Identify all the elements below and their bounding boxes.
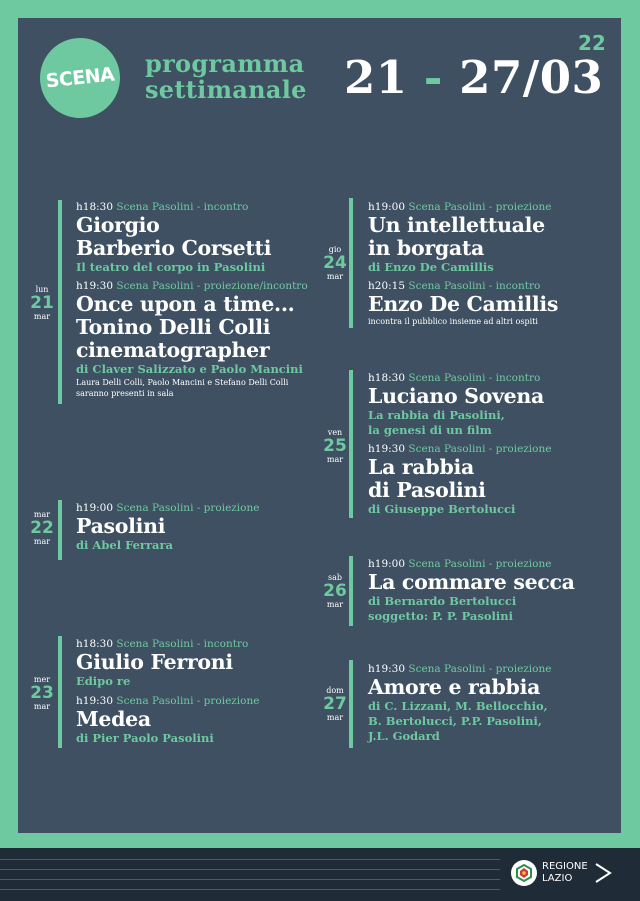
event-time: h19:30 Scena Pasolini - proiezione: [368, 443, 552, 455]
date-separator: -: [423, 51, 443, 104]
event-subtitle: di C. Lizzani, M. Bellocchio,: [368, 699, 548, 713]
event-title: Enzo De Camillis: [368, 292, 559, 316]
year-label: 22: [578, 31, 606, 55]
event-subtitle: soggetto: P. P. Pasolini: [368, 609, 513, 623]
footer-stripe: [0, 889, 500, 890]
event-title: Once upon a time...: [76, 292, 295, 316]
event-title: Medea: [76, 707, 151, 731]
regione-lazio-emblem-icon: [511, 860, 537, 886]
event-medea: [76, 695, 259, 746]
event-note: saranno presenti in sala: [76, 389, 174, 398]
event-subtitle: di Bernardo Bertolucci: [368, 594, 517, 608]
day-divider-bar: [58, 200, 62, 404]
regione-lazio-logo: [511, 860, 588, 886]
month: mar: [33, 537, 51, 546]
event-time: h19:30 Scena Pasolini - proiezione/incontro: [76, 280, 308, 292]
event-barberio-corsetti: [76, 201, 271, 275]
event-time: h19:30 Scena Pasolini - proiezione: [76, 695, 260, 707]
month: mar: [326, 272, 344, 281]
weekday: ven: [327, 428, 343, 437]
month: mar: [326, 713, 344, 722]
day-divider-bar: [58, 636, 62, 748]
event-subtitle: Edipo re: [76, 674, 131, 688]
event-time: h18:30 Scena Pasolini - incontro: [76, 638, 249, 650]
event-time: h18:30 Scena Pasolini - incontro: [76, 201, 249, 213]
event-time: h19:00 Scena Pasolini - proiezione: [368, 558, 552, 570]
month: mar: [326, 455, 344, 464]
event-note: Laura Delli Colli, Paolo Mancini e Stefano Delli Colli: [76, 378, 289, 387]
weekday: sab: [328, 573, 342, 582]
event-note: incontra il pubblico insieme ad altri ospiti: [368, 317, 538, 326]
day-divider-bar: [349, 556, 353, 626]
day-divider-bar: [349, 370, 353, 518]
event-title: La rabbia: [368, 455, 474, 479]
logo-text: SCENA: [44, 63, 116, 93]
event-amore-e-rabbia: [368, 663, 551, 744]
event-la-commare-secca: [368, 558, 575, 624]
day-number: 27: [323, 694, 347, 714]
date-start: 21: [344, 51, 408, 104]
event-time: h18:30 Scena Pasolini - incontro: [368, 372, 541, 384]
day-divider-bar: [349, 198, 353, 328]
event-title: Barberio Corsetti: [76, 236, 272, 260]
event-subtitle: di Enzo De Camillis: [368, 260, 494, 274]
event-once-upon-a-time: [76, 280, 308, 399]
day-divider-bar: [58, 500, 62, 560]
weekday: lun: [35, 285, 49, 294]
region-name-line1: REGIONE: [542, 861, 588, 872]
region-name-line2: LAZIO: [542, 873, 573, 884]
chevron-right-icon: [592, 862, 614, 884]
event-subtitle: di Pier Paolo Pasolini: [76, 731, 214, 745]
event-title: cinematographer: [76, 338, 270, 362]
event-subtitle: la genesi di un film: [368, 423, 492, 437]
day-number: 22: [30, 518, 54, 538]
footer-stripe: [0, 879, 500, 880]
event-title: Giorgio: [76, 213, 160, 237]
event-title: Tonino Delli Colli: [76, 315, 271, 339]
event-pasolini: [76, 502, 259, 553]
day-number: 25: [323, 436, 347, 456]
day-divider-bar: [349, 660, 353, 748]
event-giulio-ferroni: [76, 638, 248, 689]
event-time: h20:15 Scena Pasolini - incontro: [368, 280, 541, 292]
weekday: gio: [328, 245, 342, 254]
event-title: Un intellettuale: [368, 213, 545, 237]
month: mar: [33, 702, 51, 711]
footer-stripe: [0, 869, 500, 870]
event-subtitle: di Claver Salizzato e Paolo Mancini: [76, 362, 303, 376]
event-title: Luciano Sovena: [368, 384, 545, 408]
month: mar: [326, 600, 344, 609]
day-number: 26: [323, 581, 347, 601]
weekday: mer: [33, 675, 51, 684]
program-label-line1: programma: [145, 49, 305, 78]
event-title: in borgata: [368, 236, 485, 260]
day-number: 23: [30, 683, 54, 703]
month: mar: [33, 312, 51, 321]
event-title: Pasolini: [76, 514, 166, 538]
weekday: mar: [33, 510, 51, 519]
footer-stripe: [0, 859, 500, 860]
event-subtitle: di Abel Ferrara: [76, 538, 173, 552]
event-un-intellettuale: [368, 201, 551, 275]
weekday: dom: [326, 686, 344, 695]
event-luciano-sovena: [368, 372, 544, 438]
event-title: di Pasolini: [368, 478, 486, 502]
event-title: Giulio Ferroni: [76, 650, 233, 674]
program-label-line2: settimanale: [145, 75, 307, 104]
event-subtitle: La rabbia di Pasolini,: [368, 408, 505, 422]
event-time: h19:00 Scena Pasolini - proiezione: [368, 201, 552, 213]
date-range: [344, 52, 603, 104]
event-title: Amore e rabbia: [368, 675, 541, 699]
event-subtitle: di Giuseppe Bertolucci: [368, 502, 516, 516]
event-subtitle: B. Bertolucci, P.P. Pasolini,: [368, 714, 542, 728]
date-end: 27/03: [459, 51, 604, 104]
event-subtitle: J.L. Godard: [368, 729, 440, 743]
day-number: 21: [30, 293, 54, 313]
event-time: h19:00 Scena Pasolini - proiezione: [76, 502, 260, 514]
event-title: La commare secca: [368, 570, 575, 594]
event-enzo-de-camillis: [368, 280, 558, 327]
event-la-rabbia: [368, 443, 551, 517]
event-time: h19:30 Scena Pasolini - proiezione: [368, 663, 552, 675]
event-subtitle: Il teatro del corpo in Pasolini: [76, 260, 266, 274]
day-number: 24: [323, 253, 347, 273]
